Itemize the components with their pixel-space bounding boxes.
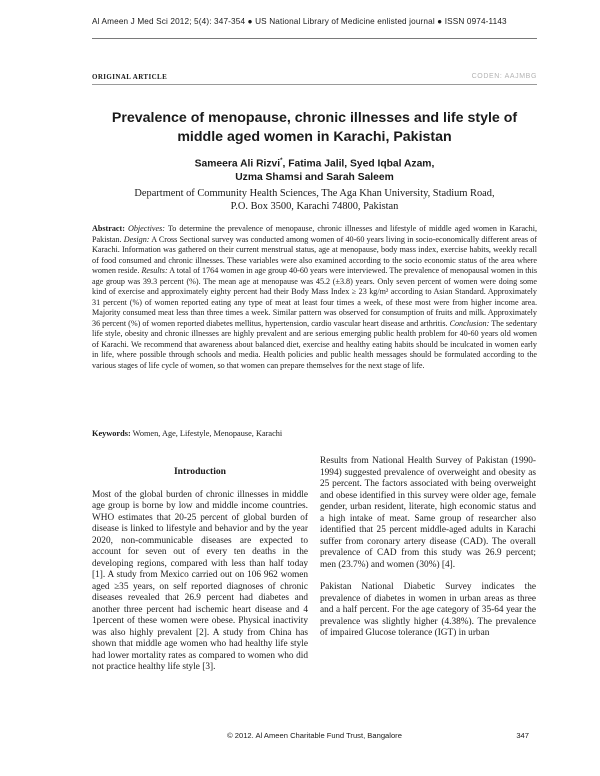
- objectives-text: To determine the prevalence of menopause, chronic illnesses and lifestyle of middle aged women in Karachi, Pakistan.: [92, 224, 538, 244]
- right-column: [320, 456, 536, 640]
- copyright-notice: © 2012. Al Ameen Charitable Fund Trust, Bangalore: [227, 731, 402, 740]
- keywords-line: [92, 428, 537, 439]
- objectives-label: Objectives:: [127, 224, 165, 233]
- author-line-1: [92, 154, 537, 171]
- intro-paragraph: Most of the global burden of chronic illnesses in middle age group is borne by low and middle income countries. WHO estimates that 20-25 percent of global burden of disease is linked to lifestyle and behavior and by the year 2020, non-communicable diseases are expected to account for seven out of every ten deaths in the developing regions, compared with less than half today [1]. A study from Mexico carried out on 106 962 women aged ≥35 years, on self reported diagnoses of chronic diseases revealed that 26.9 percent had diabetes and another three percent had ischemic heart disease and 4 1percent of these women were obese. Physical inactivity was also highly prevalent [2]. A study from China has shown that middle age women who had healthy life style had lower mortality rates as compared to women who did not practice healthy life style [3].: [92, 489, 308, 672]
- corresponding-author-mark: *: [280, 158, 283, 164]
- first-author: Sameera Ali Rizvi: [194, 158, 281, 170]
- article-type-label: ORIGINAL ARTICLE: [92, 73, 168, 81]
- results-label: Results:: [141, 266, 168, 275]
- results-text: A total of 1764 women in age group 40-60 years were interviewed. The prevalence of menopausal women in this age group was 39.3 percent (%). The mean age at menopause was 45.2 (±3.8) years. Only seven percent of women were doing some kind of exercise and approximately eighty percent had their Body Mass Index ≥ 23 kg/m² according to Asian Standard. Approximately 31 percent (%) of women reported eating any type of meat at least four times a week, of these most were from higher income area. Majority consumed meat less than three times a week. Similar pattern was observed for consumption of fruits and milk. Approximately 36 percent (%) of women reported diabetes mellitus, hypertension, cardio vascular heart disease and arthritis.: [92, 266, 537, 328]
- left-column: [92, 466, 308, 674]
- conclusion-label: Conclusion:: [449, 318, 490, 328]
- coden-label: CODEN: AAJMBG: [471, 73, 537, 80]
- article-label-row: [92, 73, 537, 81]
- keywords-label: Keywords:: [92, 429, 131, 438]
- journal-citation-line: Al Ameen J Med Sci 2012; 5(4): 347-354 ● US National Library of Medicine enlisted journal ● ISSN 0974-1143: [92, 17, 507, 26]
- design-text: A Cross Sectional survey was conducted among women of 40-60 years living in socio-economically different areas of Karachi. Information was gathered on their current menstrual status, age at menopause, body mass index, exercise habits, weekly recall of food consumed and chronic illnesses. These variables were also examined according to the socio economic status of the area where women reside.: [92, 234, 537, 275]
- page-number: 347: [516, 731, 529, 740]
- abstract-block: [92, 224, 537, 371]
- affiliation-line-1: Department of Community Health Sciences, The Aga Khan University, Stadium Road,: [134, 188, 495, 199]
- right-paragraph-1: Results from National Health Survey of Pakistan (1990-1994) suggested prevalence of overweight and obesity as 25 percent. The factors associated with being overweight and obese identified in this survey were older age, female gender, urban resident, literate, high economic status and a high intake of meat. Same group of researcher also identified that 25 percent middle-aged adults in Karachi suffer from coronary artery disease (CAD). The overall prevalence of CAD from this study was 26.9 percent; men (23.7%) and women (30%) [4].: [320, 456, 536, 570]
- keywords-text: Women, Age, Lifestyle, Menopause, Karachi: [132, 429, 283, 438]
- co-authors-line-1: , Fatima Jalil, Syed Iqbal Azam,: [282, 158, 435, 170]
- abstract-label: Abstract:: [92, 224, 125, 233]
- conclusion-text: The sedentary life style, obesity and chronic illnesses are highly prevalent and are serious emerging public health problem for 40-60 years old women of Karachi. We recommend that awareness about balanced diet, exercise and healthy eating habits should be inculcated in women early in life, where possible through schools and media. Health policies and public health messages should be formulated according to the various stages of life cycle of women, so that women can prepare themselves for the next stage of life.: [92, 318, 538, 370]
- label-rule: [92, 84, 537, 85]
- header-rule: [92, 38, 537, 39]
- design-label: Design:: [123, 234, 150, 244]
- author-list: [92, 154, 537, 185]
- article-title: Prevalence of menopause, chronic illnesses and life style of middle aged women in Karachi, Pakistan: [111, 110, 518, 145]
- author-line-2: Uzma Shamsi and Sarah Saleem: [235, 172, 394, 184]
- affiliation-line-2: P.O. Box 3500, Karachi 74800, Pakistan: [230, 201, 399, 212]
- affiliation: [92, 187, 537, 213]
- right-paragraph-2: Pakistan National Diabetic Survey indicates the prevalence of diabetes in women in urban areas as three and a half percent. For the age category of 35-64 year the prevalence was slightly higher (4.38%). The prevalence of impaired Glucose tolerance (IGT) in urban: [320, 582, 536, 638]
- introduction-heading: Introduction: [173, 466, 227, 477]
